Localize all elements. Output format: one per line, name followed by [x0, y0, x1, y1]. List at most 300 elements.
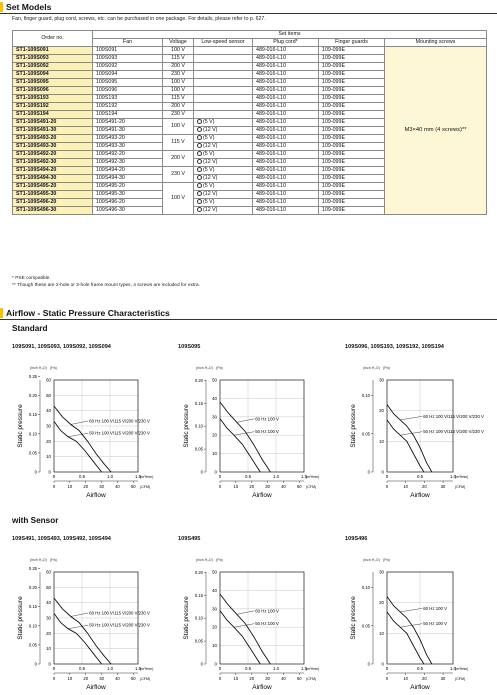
- header-finger-guards: Finger guards: [319, 39, 385, 47]
- fan-cell: 109S095: [93, 79, 163, 87]
- sensor-cell: [194, 47, 253, 55]
- fan-cell: 109S495-20: [93, 183, 163, 191]
- y-pa-tick-label: 0: [48, 661, 51, 667]
- x-m3-tick-label: 1.0: [449, 474, 457, 479]
- order-number-cell: ST1-109S493-30: [13, 143, 93, 151]
- order-number-cell: ST1-109S494-30: [13, 175, 93, 183]
- fan-cell: 109S494-30: [93, 175, 163, 183]
- sensor-cell: [194, 95, 253, 103]
- x-cfm-tick-label: 40: [281, 676, 286, 681]
- circle-icon: [197, 151, 202, 156]
- sensor-cell: [194, 143, 253, 151]
- order-number-cell: ST1-109S491-20: [13, 119, 93, 127]
- series-leader-line: [400, 608, 422, 612]
- y-pa-tick-label: 20: [46, 438, 51, 444]
- x-cfm-tick-label: 40: [281, 484, 286, 489]
- sensor-voltage-label: (12 V): [203, 143, 218, 149]
- x-cfm-tick-label: 20: [249, 676, 255, 681]
- y-inch-unit: (inch H₂O): [196, 558, 213, 562]
- sensor-cell: [194, 55, 253, 63]
- airflow-header: [0, 308, 170, 318]
- finger-guard-cell: 109-099E: [319, 71, 385, 79]
- fan-cell: 109S492-20: [93, 151, 163, 159]
- plug-cord-cell: 489-016-L10: [253, 47, 319, 55]
- x-m3-tick-label: 0.5: [244, 666, 252, 671]
- y-pa-tick-label: 10: [379, 630, 384, 636]
- fan-cell: 109S096: [93, 87, 163, 95]
- y-pa-tick-label: 50: [46, 584, 51, 590]
- airflow-chart-sensor-1: [10, 552, 170, 695]
- finger-guard-cell: 109-099E: [319, 135, 385, 143]
- sensor-voltage-label: (5 V): [203, 135, 215, 141]
- y-inch-tick-label: 0.15: [194, 592, 203, 598]
- x-m3-tick-label: 0: [385, 474, 389, 479]
- set-models-header: [0, 2, 51, 12]
- y-inch-tick-label: 0.15: [28, 412, 37, 418]
- y-inch-unit: (inch H₂O): [363, 366, 380, 370]
- y-pa-unit: (Pa): [216, 366, 223, 370]
- series-label: 60 Hz 100 V: [423, 605, 447, 611]
- circle-icon: [197, 143, 202, 148]
- order-number-cell: ST1-109S096: [13, 87, 93, 95]
- x-cfm-tick-label: 10: [233, 676, 239, 681]
- x-cfm-unit: (CFM): [306, 485, 317, 489]
- finger-guard-cell: 109-099E: [319, 183, 385, 191]
- set-models-title: Set Models: [6, 2, 52, 12]
- sensor-voltage-label: (5 V): [203, 119, 215, 125]
- x-m3-tick-label: 0.5: [78, 474, 86, 479]
- fan-cell: 109S491-20: [93, 119, 163, 127]
- fan-cell: 109S495-30: [93, 191, 163, 199]
- fan-cell: 109S093: [93, 55, 163, 63]
- x-m3-unit: (m³/min): [140, 667, 154, 671]
- circle-icon: [197, 119, 202, 124]
- y-pa-tick-label: 50: [212, 569, 217, 575]
- airflow-chart-sensor-2: [176, 552, 336, 695]
- sensor-voltage-label: (12 V): [203, 127, 218, 133]
- sensor-voltage-label: (5 V): [203, 199, 215, 205]
- plug-cord-cell: 489-016-L10: [253, 71, 319, 79]
- sensor-cell: [194, 151, 253, 159]
- y-pa-tick-label: 30: [46, 615, 51, 621]
- y-inch-unit: (inch H₂O): [196, 366, 213, 370]
- order-number-cell: ST1-109S095: [13, 79, 93, 87]
- chart-title-6: 109S496: [345, 536, 368, 542]
- series-label: 60 Hz 100 V/115 V/200 V/230 V: [423, 413, 484, 419]
- x-axis-label: Airflow: [86, 684, 106, 691]
- voltage-cell: 230 V: [163, 167, 194, 183]
- plug-cord-cell: 489-016-L10: [253, 207, 319, 215]
- finger-guard-cell: 109-099E: [319, 111, 385, 119]
- sensor-cell: [194, 127, 253, 135]
- order-number-cell: ST1-109S494-20: [13, 167, 93, 175]
- fan-cell: 109S493-30: [93, 143, 163, 151]
- footnote-pse: * PSE compatible.: [12, 276, 51, 281]
- order-number-cell: ST1-109S094: [13, 71, 93, 79]
- y-pa-tick-label: 50: [212, 377, 217, 383]
- x-axis-label: Airflow: [252, 684, 272, 691]
- y-inch-tick-label: 0.10: [361, 393, 370, 399]
- x-m3-tick-label: 1.5: [134, 666, 142, 671]
- fan-cell: 109S492-30: [93, 159, 163, 167]
- x-cfm-tick-label: 20: [422, 484, 427, 489]
- x-cfm-tick-label: 50: [296, 676, 302, 681]
- y-pa-tick-label: 40: [212, 395, 217, 401]
- y-inch-tick-label: 0: [367, 469, 370, 475]
- chart-title-2: 109S095: [178, 344, 201, 350]
- finger-guard-cell: 109-099E: [319, 207, 385, 215]
- x-cfm-unit: (CFM): [306, 677, 317, 681]
- x-cfm-unit: (CFM): [455, 677, 466, 681]
- y-pa-tick-label: 0: [381, 469, 384, 475]
- x-cfm-tick-label: 30: [99, 676, 104, 681]
- x-cfm-tick-label: 10: [403, 676, 409, 681]
- x-cfm-tick-label: 20: [249, 484, 255, 489]
- fan-cell: 109S496-30: [93, 207, 163, 215]
- x-m3-tick-label: 0.5: [244, 474, 252, 479]
- x-cfm-tick-label: 40: [115, 484, 120, 489]
- series-line: [54, 613, 102, 664]
- circle-icon: [197, 183, 202, 188]
- order-number-cell: ST1-109S495-30: [13, 191, 93, 199]
- sensor-voltage-label: (5 V): [203, 151, 215, 157]
- y-pa-unit: (Pa): [216, 558, 223, 562]
- y-pa-tick-label: 50: [46, 392, 51, 398]
- sensor-voltage-label: (5 V): [203, 167, 215, 173]
- circle-icon: [197, 199, 202, 204]
- plug-cord-cell: 489-016-L10: [253, 103, 319, 111]
- x-m3-unit: (m³/min): [306, 667, 320, 671]
- series-leader-line: [237, 611, 254, 615]
- sensor-cell: [194, 119, 253, 127]
- sensor-cell: [194, 207, 253, 215]
- y-inch-tick-label: 0.10: [194, 615, 203, 621]
- y-pa-tick-label: 10: [212, 643, 217, 649]
- mounting-screws-value: M3×40 mm (4 screws)**: [404, 127, 467, 133]
- series-leader-line: [68, 433, 88, 437]
- finger-guard-cell: 109-099E: [319, 55, 385, 63]
- circle-icon: [197, 167, 202, 172]
- fan-cell: 109S094: [93, 71, 163, 79]
- chart-title-1: 109S091, 109S093, 109S092, 109S094: [12, 344, 111, 350]
- order-number-cell: ST1-109S193: [13, 95, 93, 103]
- sensor-voltage-label: (5 V): [203, 183, 215, 189]
- finger-guard-cell: 109-099E: [319, 87, 385, 95]
- y-axis-label: Static pressure: [17, 404, 24, 448]
- y-inch-tick-label: 0.20: [28, 585, 37, 591]
- voltage-cell: 100 V: [163, 119, 194, 135]
- fan-cell: 109S193: [93, 95, 163, 103]
- x-m3-unit: (m³/min): [140, 475, 154, 479]
- order-number-cell: ST1-109S496-30: [13, 207, 93, 215]
- x-cfm-tick-label: 20: [422, 676, 427, 681]
- x-axis-label: Airflow: [86, 492, 106, 499]
- section-marker: [0, 2, 3, 12]
- x-cfm-tick-label: 30: [440, 484, 446, 489]
- finger-guard-cell: 109-099E: [319, 119, 385, 127]
- y-pa-tick-label: 10: [46, 454, 51, 460]
- voltage-cell: 100 V: [163, 183, 194, 215]
- y-pa-tick-label: 30: [46, 423, 51, 429]
- plug-cord-cell: 489-016-L10: [253, 191, 319, 199]
- circle-icon: [197, 135, 202, 140]
- finger-guard-cell: 109-099E: [319, 167, 385, 175]
- x-cfm-tick-label: 0: [218, 484, 222, 489]
- finger-guard-cell: 109-099E: [319, 95, 385, 103]
- plug-cord-cell: 489-016-L10: [253, 119, 319, 127]
- x-cfm-tick-label: 0: [385, 676, 389, 681]
- circle-icon: [197, 159, 202, 164]
- airflow-chart-standard-1: [10, 360, 170, 505]
- with-sensor-heading: with Sensor: [12, 516, 59, 525]
- x-m3-tick-label: 0: [52, 666, 56, 671]
- x-cfm-unit: (CFM): [455, 485, 466, 489]
- x-cfm-tick-label: 30: [265, 484, 270, 489]
- fan-cell: 109S194: [93, 111, 163, 119]
- y-inch-tick-label: 0.10: [28, 431, 37, 437]
- y-inch-tick-label: 0.05: [28, 642, 37, 648]
- plug-cord-cell: 489-016-L10: [253, 87, 319, 95]
- finger-guard-cell: 109-099E: [319, 143, 385, 151]
- y-inch-tick-label: 0.05: [28, 450, 37, 456]
- plug-cord-cell: 489-016-L10: [253, 199, 319, 207]
- x-cfm-tick-label: 0: [52, 676, 56, 681]
- finger-guard-cell: 109-099E: [319, 151, 385, 159]
- order-number-cell: ST1-109S491-30: [13, 127, 93, 135]
- series-label: 50 Hz 100 V/115 V/200 V/230 V: [423, 429, 484, 435]
- order-number-cell: ST1-109S192: [13, 103, 93, 111]
- x-cfm-tick-label: 10: [233, 484, 239, 489]
- y-pa-tick-label: 20: [46, 630, 51, 636]
- sensor-cell: [194, 135, 253, 143]
- fan-cell: 109S091: [93, 47, 163, 55]
- y-inch-tick-label: 0: [34, 661, 37, 667]
- chart-title-3: 109S096, 109S193, 109S192, 109S194: [345, 344, 444, 350]
- order-number-cell: ST1-109S492-30: [13, 159, 93, 167]
- standard-heading: Standard: [12, 324, 48, 333]
- y-inch-tick-label: 0.20: [194, 569, 203, 575]
- footnote-screws: ** Though these are 2-hole or 3-hole frame mount types, 4 screws are included for extra.: [12, 283, 200, 288]
- airflow-chart-sensor-3: [343, 552, 495, 695]
- table-row: [13, 47, 487, 55]
- x-cfm-tick-label: 10: [67, 484, 73, 489]
- x-m3-tick-label: 0.5: [416, 666, 424, 671]
- voltage-cell: 200 V: [163, 63, 194, 71]
- fan-cell: 109S491-30: [93, 127, 163, 135]
- plug-cord-cell: 489-016-L10: [253, 127, 319, 135]
- y-inch-tick-label: 0: [367, 661, 370, 667]
- x-m3-tick-label: 1.0: [449, 666, 457, 671]
- sensor-cell: [194, 199, 253, 207]
- x-m3-tick-label: 0: [385, 666, 389, 671]
- section-divider: [0, 13, 497, 14]
- series-line: [220, 402, 270, 472]
- header-fan: Fan: [93, 39, 163, 47]
- series-leader-line: [68, 625, 88, 629]
- plug-cord-cell: 489-016-L10: [253, 111, 319, 119]
- header-mounting-screws: Mounting screws: [385, 39, 487, 47]
- circle-icon: [197, 175, 202, 180]
- y-pa-tick-label: 30: [379, 377, 384, 383]
- finger-guard-cell: 109-099E: [319, 159, 385, 167]
- y-inch-tick-label: 0.25: [28, 566, 37, 572]
- series-leader-line: [71, 421, 88, 425]
- sensor-cell: [194, 191, 253, 199]
- header-order-no: Order no.: [13, 31, 93, 47]
- y-inch-tick-label: 0.05: [361, 431, 370, 437]
- x-cfm-tick-label: 50: [130, 484, 136, 489]
- y-pa-tick-label: 60: [46, 569, 51, 575]
- y-inch-tick-label: 0: [200, 469, 203, 475]
- y-inch-tick-label: 0.20: [194, 377, 203, 383]
- y-pa-tick-label: 20: [379, 600, 384, 606]
- y-pa-tick-label: 40: [46, 600, 51, 606]
- y-pa-tick-label: 0: [214, 661, 217, 667]
- sensor-cell: [194, 63, 253, 71]
- x-cfm-tick-label: 20: [83, 676, 89, 681]
- y-inch-tick-label: 0.10: [361, 585, 370, 591]
- series-line: [387, 612, 424, 664]
- y-axis-label: Static pressure: [183, 404, 190, 448]
- y-axis-label: Static pressure: [350, 404, 357, 448]
- y-pa-tick-label: 40: [212, 587, 217, 593]
- y-inch-tick-label: 0.05: [194, 638, 203, 644]
- x-m3-tick-label: 1.0: [272, 666, 280, 671]
- voltage-cell: 230 V: [163, 111, 194, 119]
- plug-cord-cell: 489-016-L10: [253, 135, 319, 143]
- x-cfm-tick-label: 30: [265, 676, 270, 681]
- plug-cord-cell: 489-016-L10: [253, 151, 319, 159]
- fan-cell: 109S092: [93, 63, 163, 71]
- y-pa-tick-label: 10: [212, 451, 217, 457]
- fan-cell: 109S493-20: [93, 135, 163, 143]
- y-pa-tick-label: 30: [379, 569, 384, 575]
- y-axis-label: Static pressure: [17, 596, 24, 640]
- y-pa-tick-label: 30: [212, 606, 217, 612]
- y-inch-unit: (inch H₂O): [363, 558, 380, 562]
- y-inch-tick-label: 0.25: [28, 374, 37, 380]
- x-axis-label: Airflow: [252, 492, 272, 499]
- x-cfm-unit: (CFM): [140, 677, 151, 681]
- y-pa-tick-label: 20: [379, 408, 384, 414]
- series-line: [54, 406, 111, 472]
- x-cfm-tick-label: 10: [403, 484, 409, 489]
- sensor-voltage-label: (12 V): [203, 207, 218, 213]
- x-m3-tick-label: 1.5: [300, 474, 308, 479]
- mounting-screws-cell: [385, 47, 487, 215]
- plug-cord-cell: 489-016-L10: [253, 167, 319, 175]
- airflow-chart-standard-3: [343, 360, 495, 505]
- series-line: [220, 594, 270, 664]
- voltage-cell: 100 V: [163, 87, 194, 95]
- x-m3-unit: (m³/min): [306, 475, 320, 479]
- section-marker: [0, 308, 3, 318]
- series-label: 60 Hz 100 V/115 V/200 V/230 V: [89, 418, 150, 424]
- y-pa-tick-label: 30: [212, 414, 217, 420]
- series-leader-line: [237, 419, 254, 423]
- voltage-cell: 115 V: [163, 55, 194, 63]
- x-cfm-tick-label: 50: [130, 676, 136, 681]
- voltage-cell: 100 V: [163, 47, 194, 55]
- y-inch-unit: (inch H₂O): [30, 366, 47, 370]
- y-inch-tick-label: 0.10: [194, 423, 203, 429]
- series-leader-line: [234, 624, 254, 628]
- circle-icon: [197, 207, 202, 212]
- series-leader-line: [234, 432, 254, 436]
- x-cfm-tick-label: 50: [296, 484, 302, 489]
- x-m3-unit: (m³/min): [455, 667, 469, 671]
- y-pa-unit: (Pa): [383, 558, 390, 562]
- section-divider: [0, 319, 497, 320]
- order-number-cell: ST1-109S092: [13, 63, 93, 71]
- x-axis-label: Airflow: [410, 684, 430, 691]
- x-m3-tick-label: 1.5: [134, 474, 142, 479]
- finger-guard-cell: 109-099E: [319, 199, 385, 207]
- y-pa-unit: (Pa): [383, 366, 390, 370]
- y-pa-unit: (Pa): [50, 558, 57, 562]
- x-cfm-tick-label: 40: [115, 676, 120, 681]
- order-number-cell: ST1-109S496-20: [13, 199, 93, 207]
- plug-cord-cell: 489-016-L10: [253, 79, 319, 87]
- chart-title-4: 109S491, 109S493, 109S492, 109S494: [12, 536, 111, 542]
- chart-title-5: 109S495: [178, 536, 201, 542]
- sensor-cell: [194, 167, 253, 175]
- series-line: [54, 598, 111, 664]
- sensor-cell: [194, 71, 253, 79]
- x-cfm-tick-label: 0: [218, 676, 222, 681]
- series-label: 60 Hz 100 V/115 V/200 V/230 V: [89, 610, 150, 616]
- finger-guard-cell: 109-099E: [319, 191, 385, 199]
- series-label: 50 Hz 100 V: [255, 429, 279, 435]
- y-pa-tick-label: 0: [48, 469, 51, 475]
- plug-cord-cell: 489-016-L10: [253, 143, 319, 151]
- series-label: 60 Hz 100 V: [255, 608, 279, 614]
- y-inch-tick-label: 0.20: [28, 393, 37, 399]
- plug-cord-cell: 489-016-L10: [253, 63, 319, 71]
- x-cfm-tick-label: 10: [67, 676, 73, 681]
- y-inch-tick-label: 0.15: [28, 604, 37, 610]
- sensor-voltage-label: (12 V): [203, 175, 218, 181]
- x-m3-tick-label: 1.0: [272, 474, 280, 479]
- series-leader-line: [400, 416, 422, 420]
- plug-cord-cell: 489-016-L10: [253, 55, 319, 63]
- x-m3-tick-label: 1.5: [300, 666, 308, 671]
- y-inch-tick-label: 0.10: [28, 623, 37, 629]
- x-cfm-tick-label: 0: [385, 484, 389, 489]
- airflow-title: Airflow - Static Pressure Characteristics: [6, 308, 170, 318]
- plug-cord-cell: 489-016-L10: [253, 95, 319, 103]
- y-axis-label: Static pressure: [183, 596, 190, 640]
- plug-cord-cell: 489-016-L10: [253, 159, 319, 167]
- sensor-cell: [194, 79, 253, 87]
- finger-guard-cell: 109-099E: [319, 63, 385, 71]
- voltage-cell: 115 V: [163, 135, 194, 151]
- x-m3-tick-label: 0.5: [416, 474, 424, 479]
- y-axis-label: Static pressure: [350, 596, 357, 640]
- x-m3-tick-label: 0: [218, 666, 222, 671]
- voltage-cell: 230 V: [163, 71, 194, 79]
- x-cfm-tick-label: 30: [99, 484, 104, 489]
- y-inch-tick-label: 0: [200, 661, 203, 667]
- series-line: [54, 421, 102, 472]
- y-inch-tick-label: 0.05: [361, 623, 370, 629]
- y-pa-unit: (Pa): [50, 366, 57, 370]
- sensor-cell: [194, 103, 253, 111]
- fan-cell: 109S496-20: [93, 199, 163, 207]
- finger-guard-cell: 109-099E: [319, 79, 385, 87]
- finger-guard-cell: 109-099E: [319, 103, 385, 111]
- series-label: 50 Hz 100 V: [255, 621, 279, 627]
